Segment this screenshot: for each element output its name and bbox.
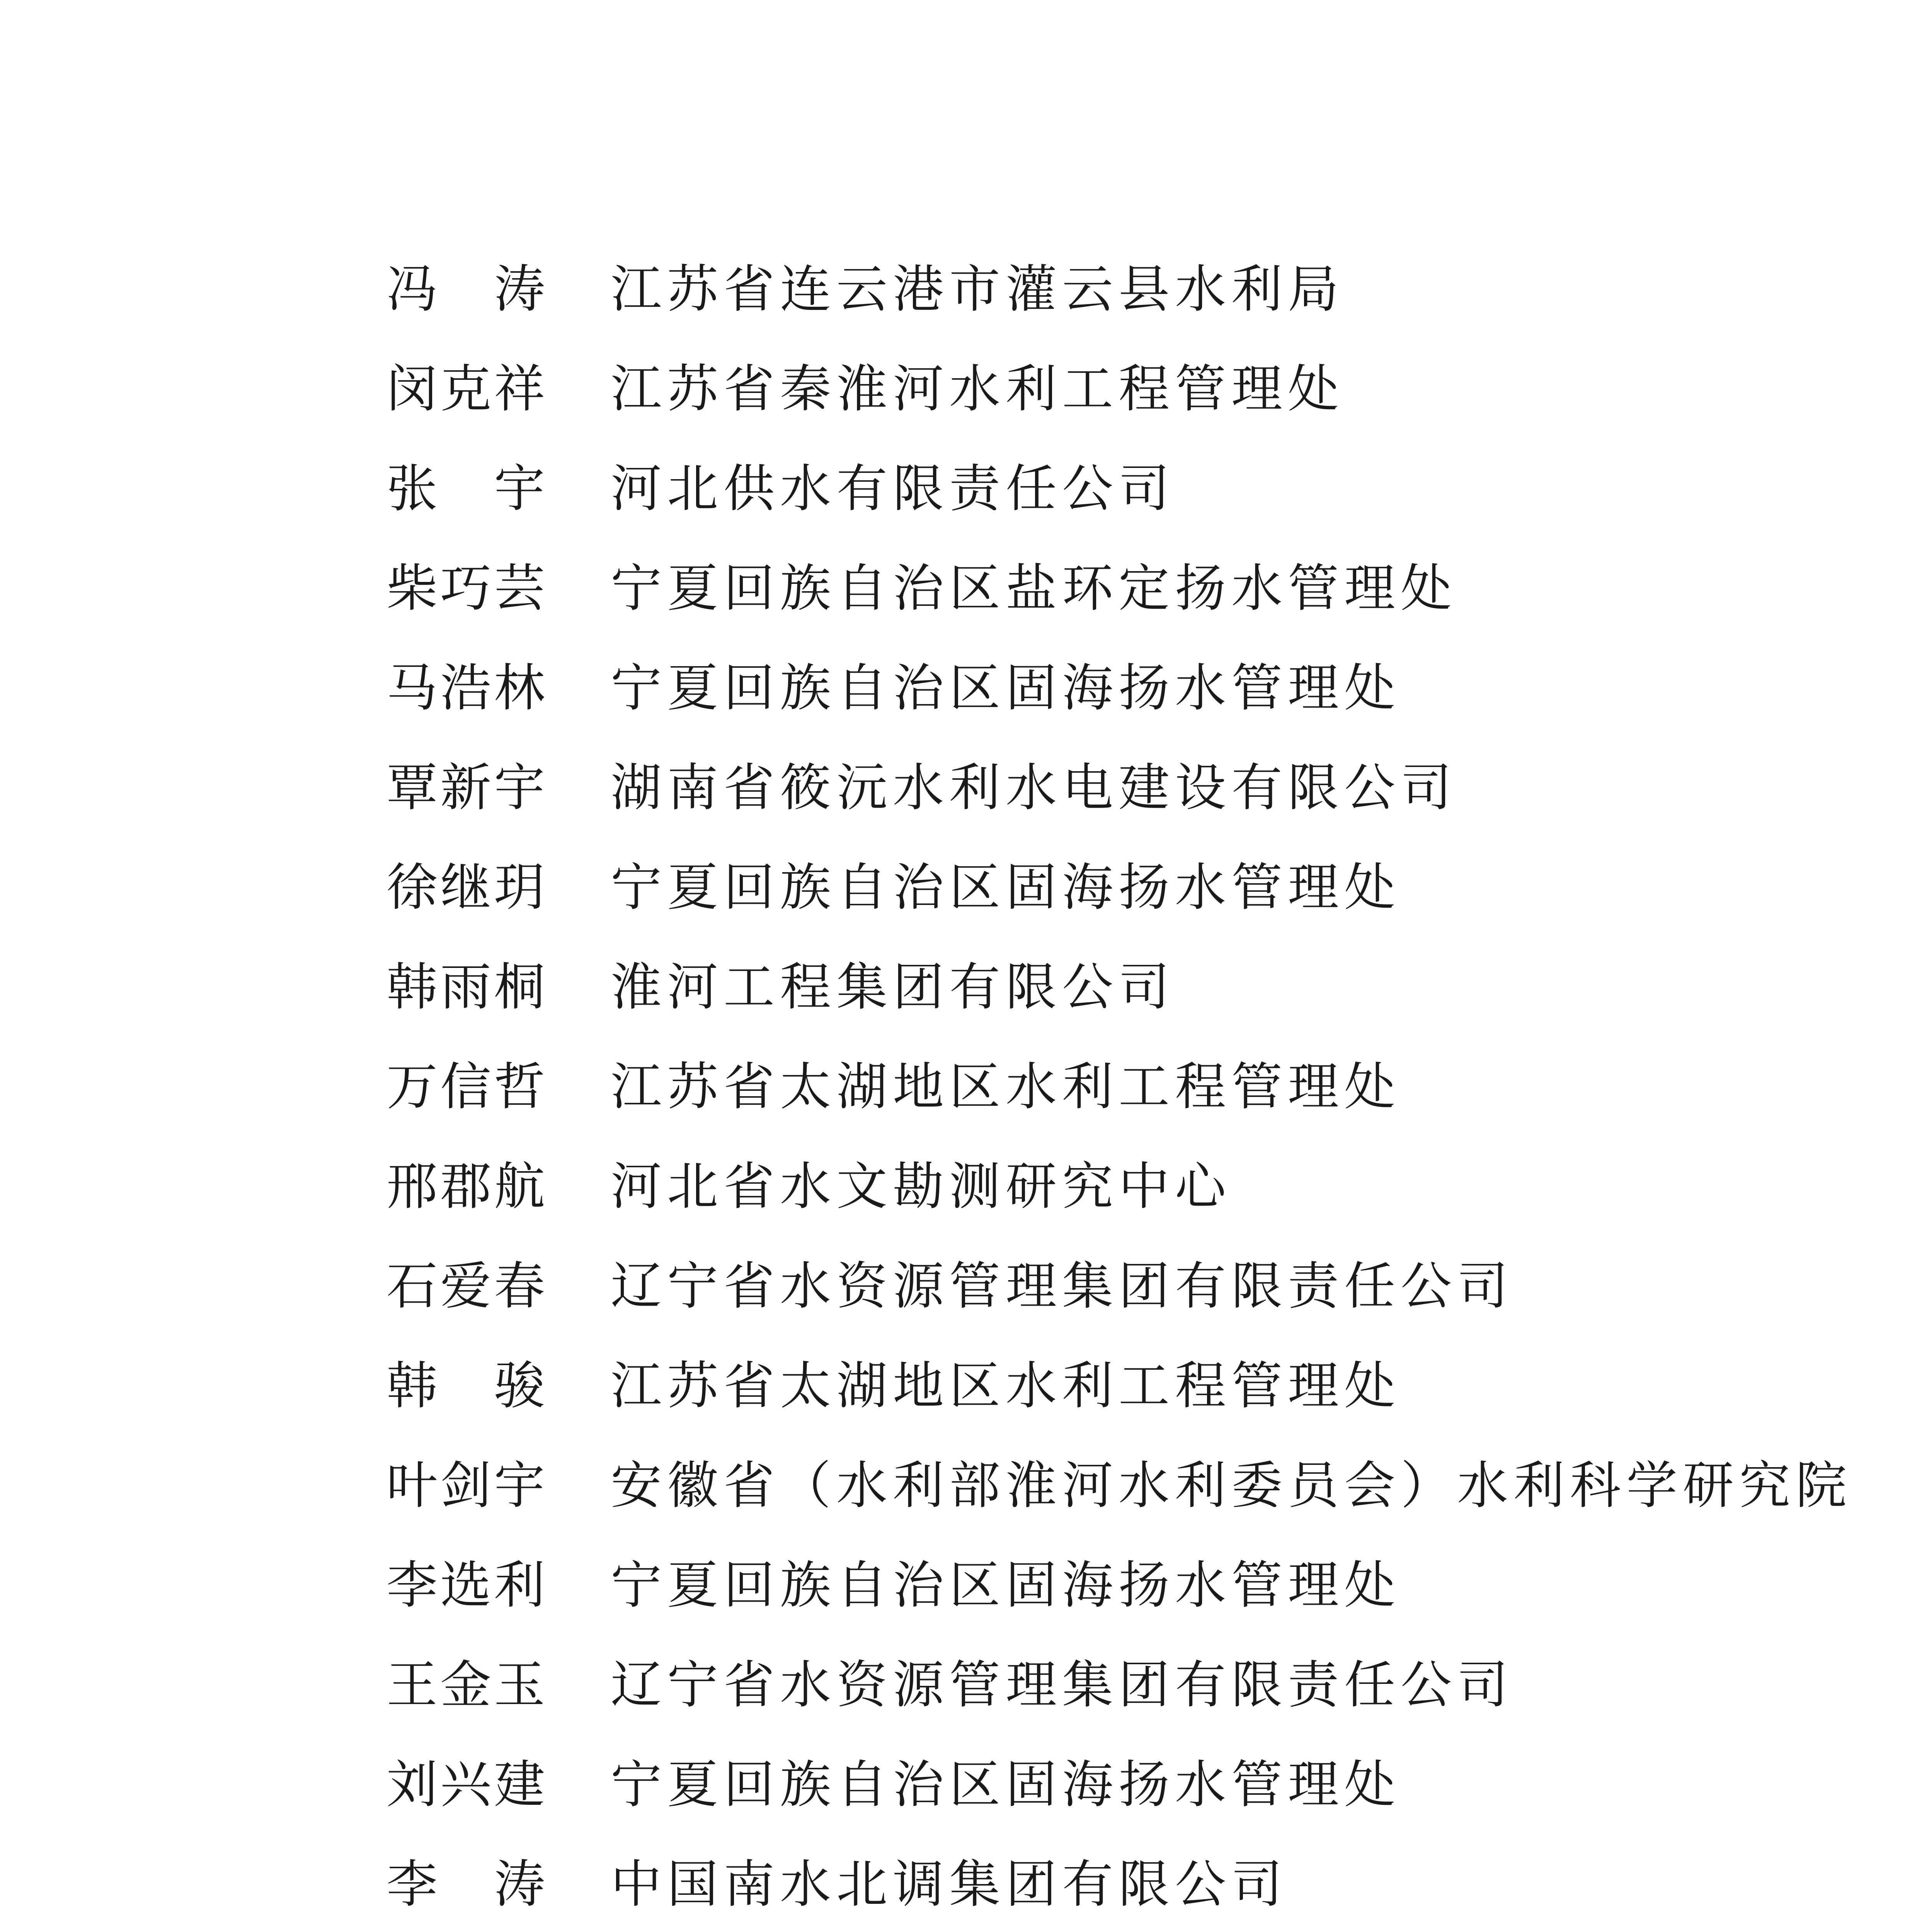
organization-name: 淮河工程集团有限公司 [611,957,1175,1017]
person-name: 韩 雨 桐 [386,957,545,1017]
person-name: 石 爱 春 [386,1257,545,1316]
organization-name: 辽宁省水资源管理集团有限责任公司 [611,1655,1514,1715]
person-name: 刘 兴 建 [386,1755,545,1815]
name-list [386,240,1852,1932]
person-name: 王 金 玉 [386,1655,545,1715]
organization-name: 湖南省筱沅水利水电建设有限公司 [611,758,1457,818]
list-item [386,240,1701,339]
person-name: 闵 克 祥 [386,359,545,419]
organization-name: 江苏省秦淮河水利工程管理处 [611,359,1344,419]
list-item [386,1635,1701,1735]
person-name: 韩 骏 [386,1356,545,1416]
organization-name: 安徽省（水利部淮河水利委员会）水利科学研究院 [611,1456,1852,1515]
person-name: 叶 剑 宇 [386,1456,545,1515]
organization-name: 宁夏回族自治区固海扬水管理处 [611,658,1401,718]
list-item [386,1037,1701,1137]
list-item [386,1735,1701,1835]
organization-name: 江苏省连云港市灌云县水利局 [611,260,1344,319]
organization-name: 河北供水有限责任公司 [611,459,1175,519]
organization-name: 宁夏回族自治区固海扬水管理处 [611,1755,1401,1815]
list-item [386,738,1701,838]
list-item [386,1336,1701,1436]
list-item [386,539,1701,638]
organization-name: 宁夏回族自治区固海扬水管理处 [611,858,1401,917]
list-item [386,838,1701,937]
person-name: 李 涛 [386,1855,545,1914]
list-item [386,439,1701,539]
organization-name: 中国南水北调集团有限公司 [611,1855,1288,1914]
list-item [386,1536,1701,1635]
person-name: 张 宇 [386,459,545,519]
person-name: 马 浩 林 [386,658,545,718]
organization-name: 江苏省太湖地区水利工程管理处 [611,1057,1401,1117]
person-name: 柴 巧 芸 [386,559,545,618]
list-item [386,1436,1852,1536]
list-item [386,638,1701,738]
list-item [386,339,1701,439]
person-name: 邢 郡 航 [386,1157,545,1216]
organization-name: 宁夏回族自治区固海扬水管理处 [611,1556,1401,1615]
list-item [386,937,1701,1037]
list-item [386,1137,1701,1236]
list-item [386,1835,1701,1932]
organization-name: 江苏省太湖地区水利工程管理处 [611,1356,1401,1416]
person-name: 万 信 哲 [386,1057,545,1117]
person-name: 李 选 利 [386,1556,545,1615]
organization-name: 辽宁省水资源管理集团有限责任公司 [611,1257,1514,1316]
organization-name: 宁夏回族自治区盐环定扬水管理处 [611,559,1457,618]
list-item [386,1236,1701,1336]
person-name: 覃 新 宇 [386,758,545,818]
person-name: 冯 涛 [386,260,545,319]
person-name: 徐 继 玥 [386,858,545,917]
organization-name: 河北省水文勘测研究中心 [611,1157,1231,1216]
